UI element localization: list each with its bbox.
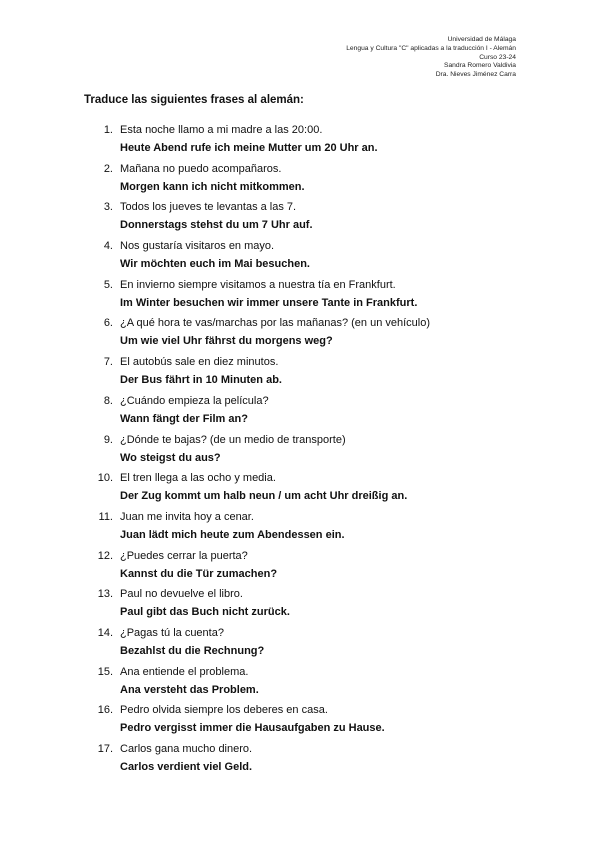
german-translation: Wir möchten euch im Mai besuchen. [120, 258, 310, 271]
spanish-sentence: En invierno siempre visitamos a nuestra tía en Frankfurt. [120, 278, 396, 291]
german-translation: Paul gibt das Buch nicht zurück. [120, 606, 290, 619]
header-academic-year: Curso 23-24 [479, 53, 516, 61]
list-item [0, 542, 599, 581]
german-translation: Morgen kann ich nicht mitkommen. [120, 180, 305, 193]
list-item [0, 426, 599, 465]
german-translation: Der Bus fährt in 10 Minuten ab. [120, 374, 282, 387]
document-header [346, 36, 516, 80]
item-number: 6. [103, 317, 113, 330]
list-item [0, 503, 599, 542]
german-translation: Pedro vergisst immer die Hausaufgaben zu Hause. [120, 722, 385, 735]
item-number: 16. [97, 704, 113, 717]
header-university: Universidad de Málaga [447, 36, 516, 43]
german-translation: Der Zug kommt um halb neun / um acht Uhr dreißig an. [120, 490, 408, 503]
spanish-sentence: ¿Cuándo empieza la película? [120, 394, 269, 407]
spanish-sentence: Todos los jueves te levantas a las 7. [120, 201, 297, 214]
german-translation: Juan lädt mich heute zum Abendessen ein. [120, 528, 345, 541]
list-item [0, 696, 599, 735]
spanish-sentence: ¿Pagas tú la cuenta? [120, 626, 224, 639]
item-number: 11. [98, 510, 113, 523]
item-number: 2. [103, 162, 113, 175]
spanish-sentence: ¿Puedes cerrar la puerta? [120, 549, 248, 562]
spanish-sentence: Ana entiende el problema. [120, 665, 249, 678]
spanish-sentence: El autobús sale en diez minutos. [120, 356, 279, 369]
spanish-sentence: Esta noche llamo a mi madre a las 20:00. [120, 124, 323, 136]
german-translation: Um wie viel Uhr fährst du morgens weg? [120, 335, 333, 348]
item-number: 10. [97, 472, 113, 485]
item-number: 12. [97, 549, 113, 562]
list-item [0, 387, 599, 426]
german-translation: Heute Abend rufe ich meine Mutter um 20 Uhr an. [120, 142, 378, 154]
spanish-sentence: Paul no devuelve el libro. [120, 588, 243, 601]
item-number: 4. [103, 240, 113, 253]
list-item [0, 348, 599, 387]
german-translation: Carlos verdient viel Geld. [120, 761, 253, 773]
list-item [0, 464, 599, 503]
german-translation: Wann fängt der Film an? [120, 412, 248, 425]
list-item [0, 193, 599, 232]
list-item [0, 232, 599, 271]
item-number: 1. [103, 124, 113, 136]
spanish-sentence: Mañana no puedo acompañaros. [120, 162, 282, 175]
item-number: 3. [103, 201, 113, 214]
item-number: 17. [97, 743, 113, 755]
item-number: 13. [97, 588, 113, 601]
spanish-sentence: Pedro olvida siempre los deberes en casa. [120, 704, 328, 717]
header-course-name: Lengua y Cultura "C" aplicadas a la traducción I - Alemán [346, 44, 516, 52]
item-number: 9. [103, 433, 113, 446]
list-item [0, 735, 599, 774]
spanish-sentence: ¿Dónde te bajas? (de un medio de transporte) [120, 433, 346, 446]
list-item [0, 155, 599, 194]
german-translation: Ana versteht das Problem. [120, 683, 259, 696]
list-item [0, 580, 599, 619]
list-item [0, 271, 599, 310]
item-number: 14. [97, 626, 113, 639]
german-translation: Kannst du die Tür zumachen? [120, 567, 278, 580]
header-teacher-name: Dra. Nieves Jiménez Carra [435, 71, 516, 79]
item-number: 8. [103, 394, 113, 407]
header-student-name: Sandra Romero Valdivia [444, 62, 516, 70]
item-number: 7. [103, 356, 113, 369]
list-item [0, 309, 599, 348]
list-item [0, 619, 599, 658]
german-translation: Donnerstags stehst du um 7 Uhr auf. [120, 219, 313, 232]
sentence-list [0, 116, 599, 774]
item-number: 15. [97, 665, 113, 678]
german-translation: Wo steigst du aus? [120, 451, 221, 464]
german-translation: Bezahlst du die Rechnung? [120, 644, 265, 657]
spanish-sentence: Nos gustaría visitaros en mayo. [120, 240, 275, 253]
german-translation: Im Winter besuchen wir immer unsere Tante in Frankfurt. [120, 296, 418, 309]
spanish-sentence: Juan me invita hoy a cenar. [120, 510, 254, 523]
list-item [0, 116, 599, 155]
spanish-sentence: ¿A qué hora te vas/marchas por las mañanas? (en un vehículo) [120, 317, 431, 330]
spanish-sentence: Carlos gana mucho dinero. [120, 743, 253, 755]
spanish-sentence: El tren llega a las ocho y media. [120, 472, 276, 485]
exercise-title: Traduce las siguientes frases al alemán: [84, 94, 304, 106]
list-item [0, 658, 599, 697]
item-number: 5. [103, 278, 113, 291]
